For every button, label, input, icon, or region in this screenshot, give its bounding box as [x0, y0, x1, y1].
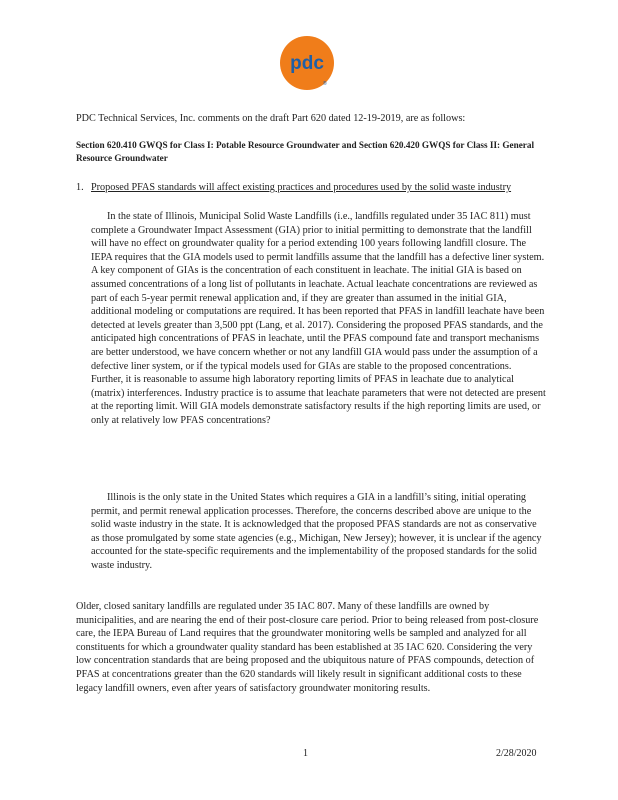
- paragraph-closed-landfills: Older, closed sanitary landfills are regulated under 35 IAC 807. Many of these landfills are owned by municipalities, and are nearing the end of their post-closure care period. Prior to being released from post-closure care, the IEPA Bureau of Land requires that the groundwater monitoring wells be sampled and analyzed for all constituents for which a groundwater quality standard has been established at 35 IAC 620. Considering the very low concentration standards that are being proposed and the ubiquitous nature of PFAS compounds, detection of PFAS at concentrations greater than the 620 standards will likely result in significant additional costs to these legacy landfill owners, even after years of satisfactory groundwater monitoring results.: [76, 601, 539, 694]
- section-heading: Section 620.410 GWQS for Class I: Potable Resource Groundwater and Section 620.420 GWQS for Class II: General Resource Groundwater: [76, 140, 535, 163]
- page-number: 1: [303, 748, 308, 759]
- item-number: 1.: [76, 182, 84, 193]
- paragraph-illinois: Illinois is the only state in the United States which requires a GIA in a landfill’s siting, initial operating permit, and permit renewal application processes. Therefore, the concerns described above are unique to the solid waste industry in the state. It is acknowledged that the proposed PFAS standards are not as conservative as those promulgated by some state agencies (e.g., Michigan, New Jersey); however, it is unclear if the agency accounted for the state-specific requirements and the implementability of the proposed standards for the solid waste industry.: [91, 492, 542, 571]
- item-title: Proposed PFAS standards will affect existing practices and procedures used by the solid waste industry: [91, 182, 512, 193]
- intro-line: PDC Technical Services, Inc. comments on the draft Part 620 dated 12-19-2019, are as follows:: [76, 113, 466, 124]
- logo-text: pdc: [290, 53, 324, 74]
- registered-mark: ®: [323, 81, 327, 87]
- footer-date: 2/28/2020: [496, 748, 537, 759]
- pdc-logo: [279, 35, 335, 91]
- paragraph-gia: In the state of Illinois, Municipal Solid Waste Landfills (i.e., landfills regulated under 35 IAC 811) must complete a Groundwater Impact Assessment (GIA) prior to initial permitting to demonstrate that the landfill will have no effect on groundwater quality for a period extending 100 years following landfill closure. The IEPA requires that the GIA models used to permit landfills assume that the landfill has a defective liner system. A key component of GIAs is the concentration of each constituent in leachate. The initial GIA is based on assumed concentrations of a long list of pollutants in leachate. Actual leachate concentrations are reviewed as part of each 5-year permit renewal application and, if they are greater than assumed in the initial GIA, additional modeling or computations are required. It has been reported that PFAS in landfill leachate have been detected at levels greater than 3,500 ppt (Lang, et al. 2017). Considering the proposed PFAS standards, and the anticipated high concentrations of PFAS in leachate, until the PFAS compound fate and transport mechanisms are better understood, we have concern whether or not any landfill GIA would pass under the assumption of a defective liner system, or if the typical models used for GIAs are stable to the proposed concentrations. Further, it is reasonable to assume high laboratory reporting limits of PFAS in leachate due to analytical (matrix) interferences. Industry practice is to assume that leachate parameters that were not detected are present at the reporting limit. Will GIA models demonstrate satisfactory results if the high reporting limits are used, or only at relatively low PFAS concentrations?: [91, 211, 546, 426]
